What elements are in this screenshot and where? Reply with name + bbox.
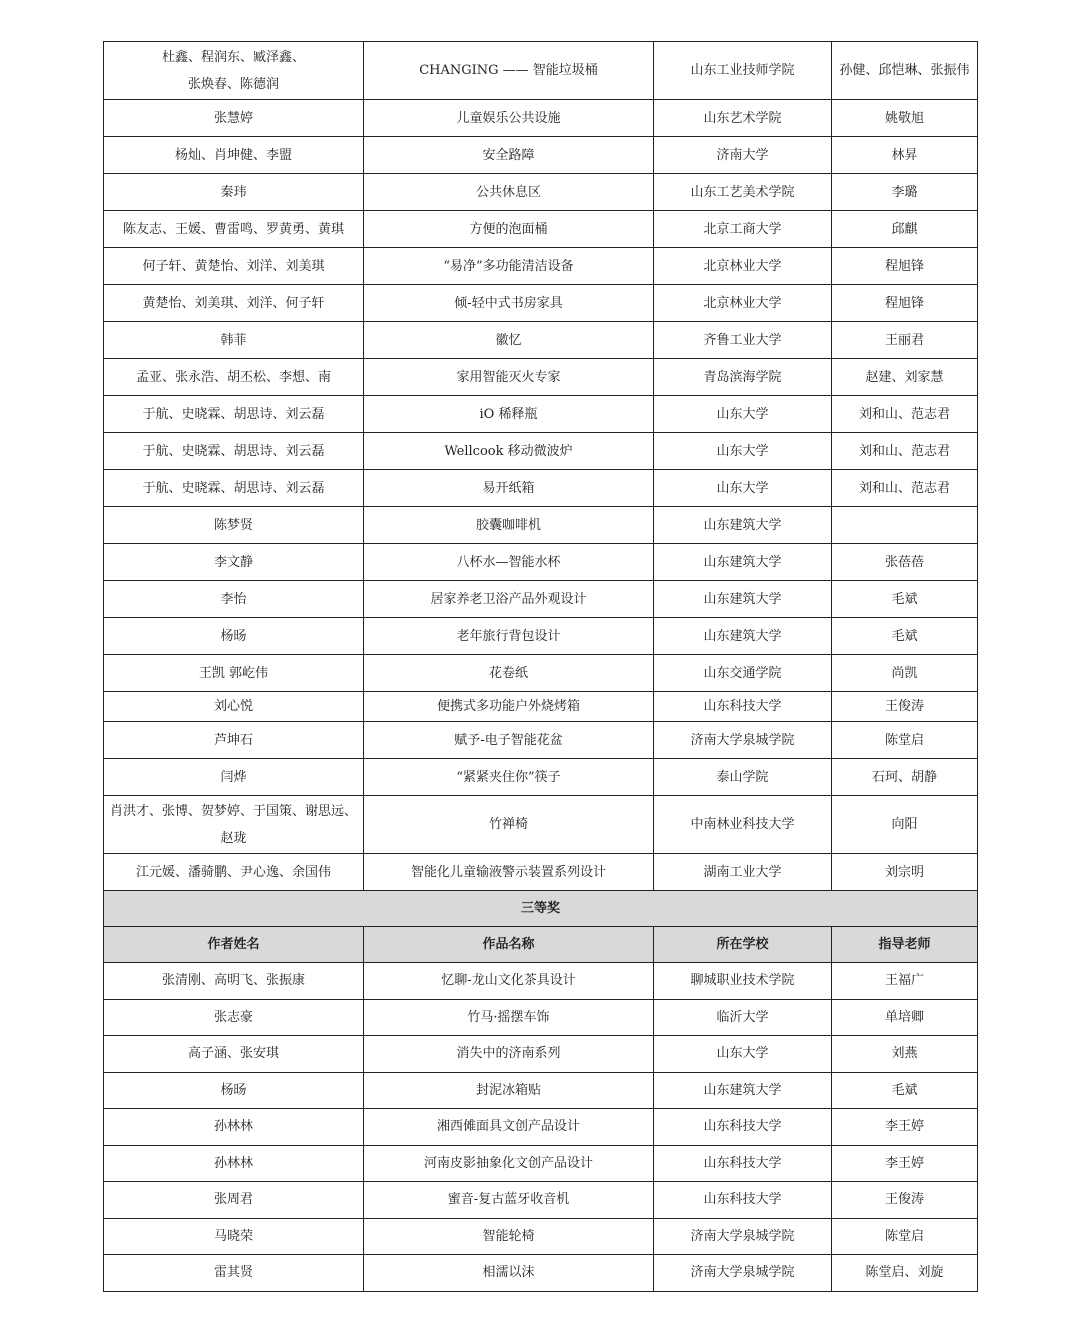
table-row bbox=[104, 322, 978, 359]
cell-authors: 孙林林 bbox=[104, 1145, 364, 1182]
cell-advisor: 李璐 bbox=[832, 174, 978, 211]
cell-school: 北京工商大学 bbox=[654, 211, 832, 248]
cell-school: 中南林业科技大学 bbox=[654, 796, 832, 854]
cell-school: 山东科技大学 bbox=[654, 1182, 832, 1219]
cell-school: 山东大学 bbox=[654, 1036, 832, 1073]
table-row bbox=[104, 359, 978, 396]
cell-school: 北京林业大学 bbox=[654, 248, 832, 285]
cell-authors: 孟亚、张永浩、胡丕松、李想、南 bbox=[104, 359, 364, 396]
cell-work: 智能轮椅 bbox=[364, 1218, 654, 1255]
cell-work: 河南皮影抽象化文创产品设计 bbox=[364, 1145, 654, 1182]
section-title: 三等奖 bbox=[104, 891, 978, 927]
cell-authors: 陈梦贤 bbox=[104, 507, 364, 544]
table-row bbox=[104, 285, 978, 322]
cell-school: 山东建筑大学 bbox=[654, 507, 832, 544]
cell-school: 济南大学 bbox=[654, 137, 832, 174]
cell-authors: 张志豪 bbox=[104, 999, 364, 1036]
table-row bbox=[104, 100, 978, 137]
cell-work: 花卷纸 bbox=[364, 655, 654, 692]
cell-advisor: 张蓓蓓 bbox=[832, 544, 978, 581]
cell-school: 山东建筑大学 bbox=[654, 544, 832, 581]
cell-work: “易净”多功能清洁设备 bbox=[364, 248, 654, 285]
cell-advisor: 毛斌 bbox=[832, 618, 978, 655]
cell-work: 胶囊咖啡机 bbox=[364, 507, 654, 544]
cell-advisor: 刘和山、范志君 bbox=[832, 396, 978, 433]
cell-work: 安全路障 bbox=[364, 137, 654, 174]
cell-advisor: 陈堂启、刘旋 bbox=[832, 1255, 978, 1292]
table-row bbox=[104, 999, 978, 1036]
header-school: 所在学校 bbox=[654, 927, 832, 963]
table-row bbox=[104, 211, 978, 248]
cell-authors: 陈友志、王媛、曹雷鸣、罗黄勇、黄琪 bbox=[104, 211, 364, 248]
cell-work: 赋予-电子智能花盆 bbox=[364, 722, 654, 759]
cell-advisor: 王福广 bbox=[832, 963, 978, 1000]
cell-authors: 于航、史晓霖、胡思诗、刘云磊 bbox=[104, 396, 364, 433]
cell-work: 湘西傩面具文创产品设计 bbox=[364, 1109, 654, 1146]
cell-school: 山东大学 bbox=[654, 470, 832, 507]
table-row bbox=[104, 759, 978, 796]
table-row bbox=[104, 618, 978, 655]
cell-authors: 杨旸 bbox=[104, 1072, 364, 1109]
table-row bbox=[104, 470, 978, 507]
cell-work: Wellcook 移动微波炉 bbox=[364, 433, 654, 470]
cell-school: 齐鲁工业大学 bbox=[654, 322, 832, 359]
cell-authors: 张周君 bbox=[104, 1182, 364, 1219]
table-row bbox=[104, 1109, 978, 1146]
cell-school: 济南大学泉城学院 bbox=[654, 722, 832, 759]
cell-advisor: 王丽君 bbox=[832, 322, 978, 359]
table-row bbox=[104, 174, 978, 211]
cell-authors: 江元媛、潘骑鹏、尹心逸、余国伟 bbox=[104, 854, 364, 891]
cell-advisor: 程旭锋 bbox=[832, 248, 978, 285]
cell-school: 山东科技大学 bbox=[654, 692, 832, 722]
cell-work: 便携式多功能户外烧烤箱 bbox=[364, 692, 654, 722]
cell-work: 忆聊-龙山文化茶具设计 bbox=[364, 963, 654, 1000]
cell-authors: 李怡 bbox=[104, 581, 364, 618]
cell-advisor bbox=[832, 507, 978, 544]
cell-school: 山东建筑大学 bbox=[654, 581, 832, 618]
cell-work: 竹禅椅 bbox=[364, 796, 654, 854]
cell-work: 公共休息区 bbox=[364, 174, 654, 211]
cell-work: 八杯水—智能水杯 bbox=[364, 544, 654, 581]
table-row bbox=[104, 854, 978, 891]
table-row bbox=[104, 722, 978, 759]
table-row bbox=[104, 1182, 978, 1219]
table-row bbox=[104, 796, 978, 854]
table-row bbox=[104, 1145, 978, 1182]
header-advisor: 指导老师 bbox=[832, 927, 978, 963]
table-row bbox=[104, 433, 978, 470]
cell-work: CHANGING —— 智能垃圾桶 bbox=[364, 42, 654, 100]
table-row bbox=[104, 507, 978, 544]
cell-advisor: 孙健、邱恺琳、张振伟 bbox=[832, 42, 978, 100]
cell-advisor: 陈堂启 bbox=[832, 722, 978, 759]
table-row bbox=[104, 655, 978, 692]
cell-school: 山东艺术学院 bbox=[654, 100, 832, 137]
cell-authors: 芦坤石 bbox=[104, 722, 364, 759]
cell-school: 山东科技大学 bbox=[654, 1109, 832, 1146]
cell-school: 山东交通学院 bbox=[654, 655, 832, 692]
cell-work: 相濡以沫 bbox=[364, 1255, 654, 1292]
cell-authors: 张清刚、高明飞、张振康 bbox=[104, 963, 364, 1000]
cell-work: 倾-轻中式书房家具 bbox=[364, 285, 654, 322]
table-row bbox=[104, 1072, 978, 1109]
table-row bbox=[104, 42, 978, 100]
cell-authors: 肖洪才、张博、贺梦婷、于国策、谢思远、 赵珑 bbox=[104, 796, 364, 854]
cell-advisor: 邱麒 bbox=[832, 211, 978, 248]
third-prize-section bbox=[104, 891, 978, 963]
cell-advisor: 王俊涛 bbox=[832, 1182, 978, 1219]
cell-advisor: 林昇 bbox=[832, 137, 978, 174]
cell-work: 蜜音-复古蓝牙收音机 bbox=[364, 1182, 654, 1219]
table-row bbox=[104, 137, 978, 174]
table-row bbox=[104, 581, 978, 618]
cell-advisor: 石珂、胡静 bbox=[832, 759, 978, 796]
table-row bbox=[104, 1255, 978, 1292]
cell-advisor: 刘燕 bbox=[832, 1036, 978, 1073]
cell-school: 山东建筑大学 bbox=[654, 618, 832, 655]
cell-school: 山东科技大学 bbox=[654, 1145, 832, 1182]
cell-school: 山东建筑大学 bbox=[654, 1072, 832, 1109]
cell-authors: 韩菲 bbox=[104, 322, 364, 359]
cell-work: 易开纸箱 bbox=[364, 470, 654, 507]
cell-authors: 雷其贤 bbox=[104, 1255, 364, 1292]
third-prize-rows bbox=[104, 963, 978, 1292]
cell-work: 居家养老卫浴产品外观设计 bbox=[364, 581, 654, 618]
cell-advisor: 李王婷 bbox=[832, 1109, 978, 1146]
cell-work: 竹马·摇摆车饰 bbox=[364, 999, 654, 1036]
header-work: 作品名称 bbox=[364, 927, 654, 963]
cell-authors: 刘心悦 bbox=[104, 692, 364, 722]
cell-school: 临沂大学 bbox=[654, 999, 832, 1036]
table-row bbox=[104, 544, 978, 581]
cell-authors: 高子涵、张安琪 bbox=[104, 1036, 364, 1073]
cell-school: 山东大学 bbox=[654, 433, 832, 470]
cell-work: 方便的泡面桶 bbox=[364, 211, 654, 248]
cell-authors: 闫烨 bbox=[104, 759, 364, 796]
cell-school: 青岛滨海学院 bbox=[654, 359, 832, 396]
table-row bbox=[104, 692, 978, 722]
cell-school: 湖南工业大学 bbox=[654, 854, 832, 891]
table-row bbox=[104, 248, 978, 285]
cell-authors: 于航、史晓霖、胡思诗、刘云磊 bbox=[104, 433, 364, 470]
table-row bbox=[104, 1036, 978, 1073]
cell-advisor: 李王婷 bbox=[832, 1145, 978, 1182]
cell-advisor: 向阳 bbox=[832, 796, 978, 854]
cell-school: 山东工艺美术学院 bbox=[654, 174, 832, 211]
cell-advisor: 毛斌 bbox=[832, 1072, 978, 1109]
cell-advisor: 姚敬旭 bbox=[832, 100, 978, 137]
second-prize-rows bbox=[104, 42, 978, 891]
header-authors: 作者姓名 bbox=[104, 927, 364, 963]
cell-authors: 马晓荣 bbox=[104, 1218, 364, 1255]
cell-work: 儿童娱乐公共设施 bbox=[364, 100, 654, 137]
cell-school: 济南大学泉城学院 bbox=[654, 1255, 832, 1292]
table-row bbox=[104, 963, 978, 1000]
cell-authors: 于航、史晓霖、胡思诗、刘云磊 bbox=[104, 470, 364, 507]
table-row bbox=[104, 1218, 978, 1255]
cell-advisor: 赵建、刘家慧 bbox=[832, 359, 978, 396]
cell-authors: 何子轩、黄楚怡、刘洋、刘美琪 bbox=[104, 248, 364, 285]
cell-school: 聊城职业技术学院 bbox=[654, 963, 832, 1000]
cell-advisor: 刘和山、范志君 bbox=[832, 433, 978, 470]
cell-advisor: 程旭锋 bbox=[832, 285, 978, 322]
cell-authors: 张慧婷 bbox=[104, 100, 364, 137]
cell-school: 济南大学泉城学院 bbox=[654, 1218, 832, 1255]
cell-work: “紧紧夹住你”筷子 bbox=[364, 759, 654, 796]
cell-school: 山东大学 bbox=[654, 396, 832, 433]
cell-advisor: 毛斌 bbox=[832, 581, 978, 618]
cell-school: 泰山学院 bbox=[654, 759, 832, 796]
cell-authors: 秦玮 bbox=[104, 174, 364, 211]
cell-work: 徽忆 bbox=[364, 322, 654, 359]
cell-advisor: 刘宗明 bbox=[832, 854, 978, 891]
cell-advisor: 单培卿 bbox=[832, 999, 978, 1036]
cell-authors: 杨旸 bbox=[104, 618, 364, 655]
cell-authors: 王凯 郭屹伟 bbox=[104, 655, 364, 692]
table-row bbox=[104, 396, 978, 433]
cell-school: 山东工业技师学院 bbox=[654, 42, 832, 100]
section-title-row bbox=[104, 891, 978, 927]
cell-work: iO 稀释瓶 bbox=[364, 396, 654, 433]
table-header-row bbox=[104, 927, 978, 963]
cell-work: 老年旅行背包设计 bbox=[364, 618, 654, 655]
cell-advisor: 陈堂启 bbox=[832, 1218, 978, 1255]
cell-work: 消失中的济南系列 bbox=[364, 1036, 654, 1073]
award-table bbox=[103, 41, 978, 1292]
cell-authors: 杜鑫、程润东、臧泽鑫、 张焕春、陈德润 bbox=[104, 42, 364, 100]
cell-authors: 孙林林 bbox=[104, 1109, 364, 1146]
cell-authors: 黄楚怡、刘美琪、刘洋、何子轩 bbox=[104, 285, 364, 322]
cell-work: 封泥冰箱贴 bbox=[364, 1072, 654, 1109]
cell-authors: 杨灿、肖坤健、李盟 bbox=[104, 137, 364, 174]
cell-advisor: 尚凯 bbox=[832, 655, 978, 692]
cell-school: 北京林业大学 bbox=[654, 285, 832, 322]
cell-authors: 李文静 bbox=[104, 544, 364, 581]
cell-work: 智能化儿童输液警示装置系列设计 bbox=[364, 854, 654, 891]
cell-advisor: 刘和山、范志君 bbox=[832, 470, 978, 507]
cell-advisor: 王俊涛 bbox=[832, 692, 978, 722]
cell-work: 家用智能灭火专家 bbox=[364, 359, 654, 396]
